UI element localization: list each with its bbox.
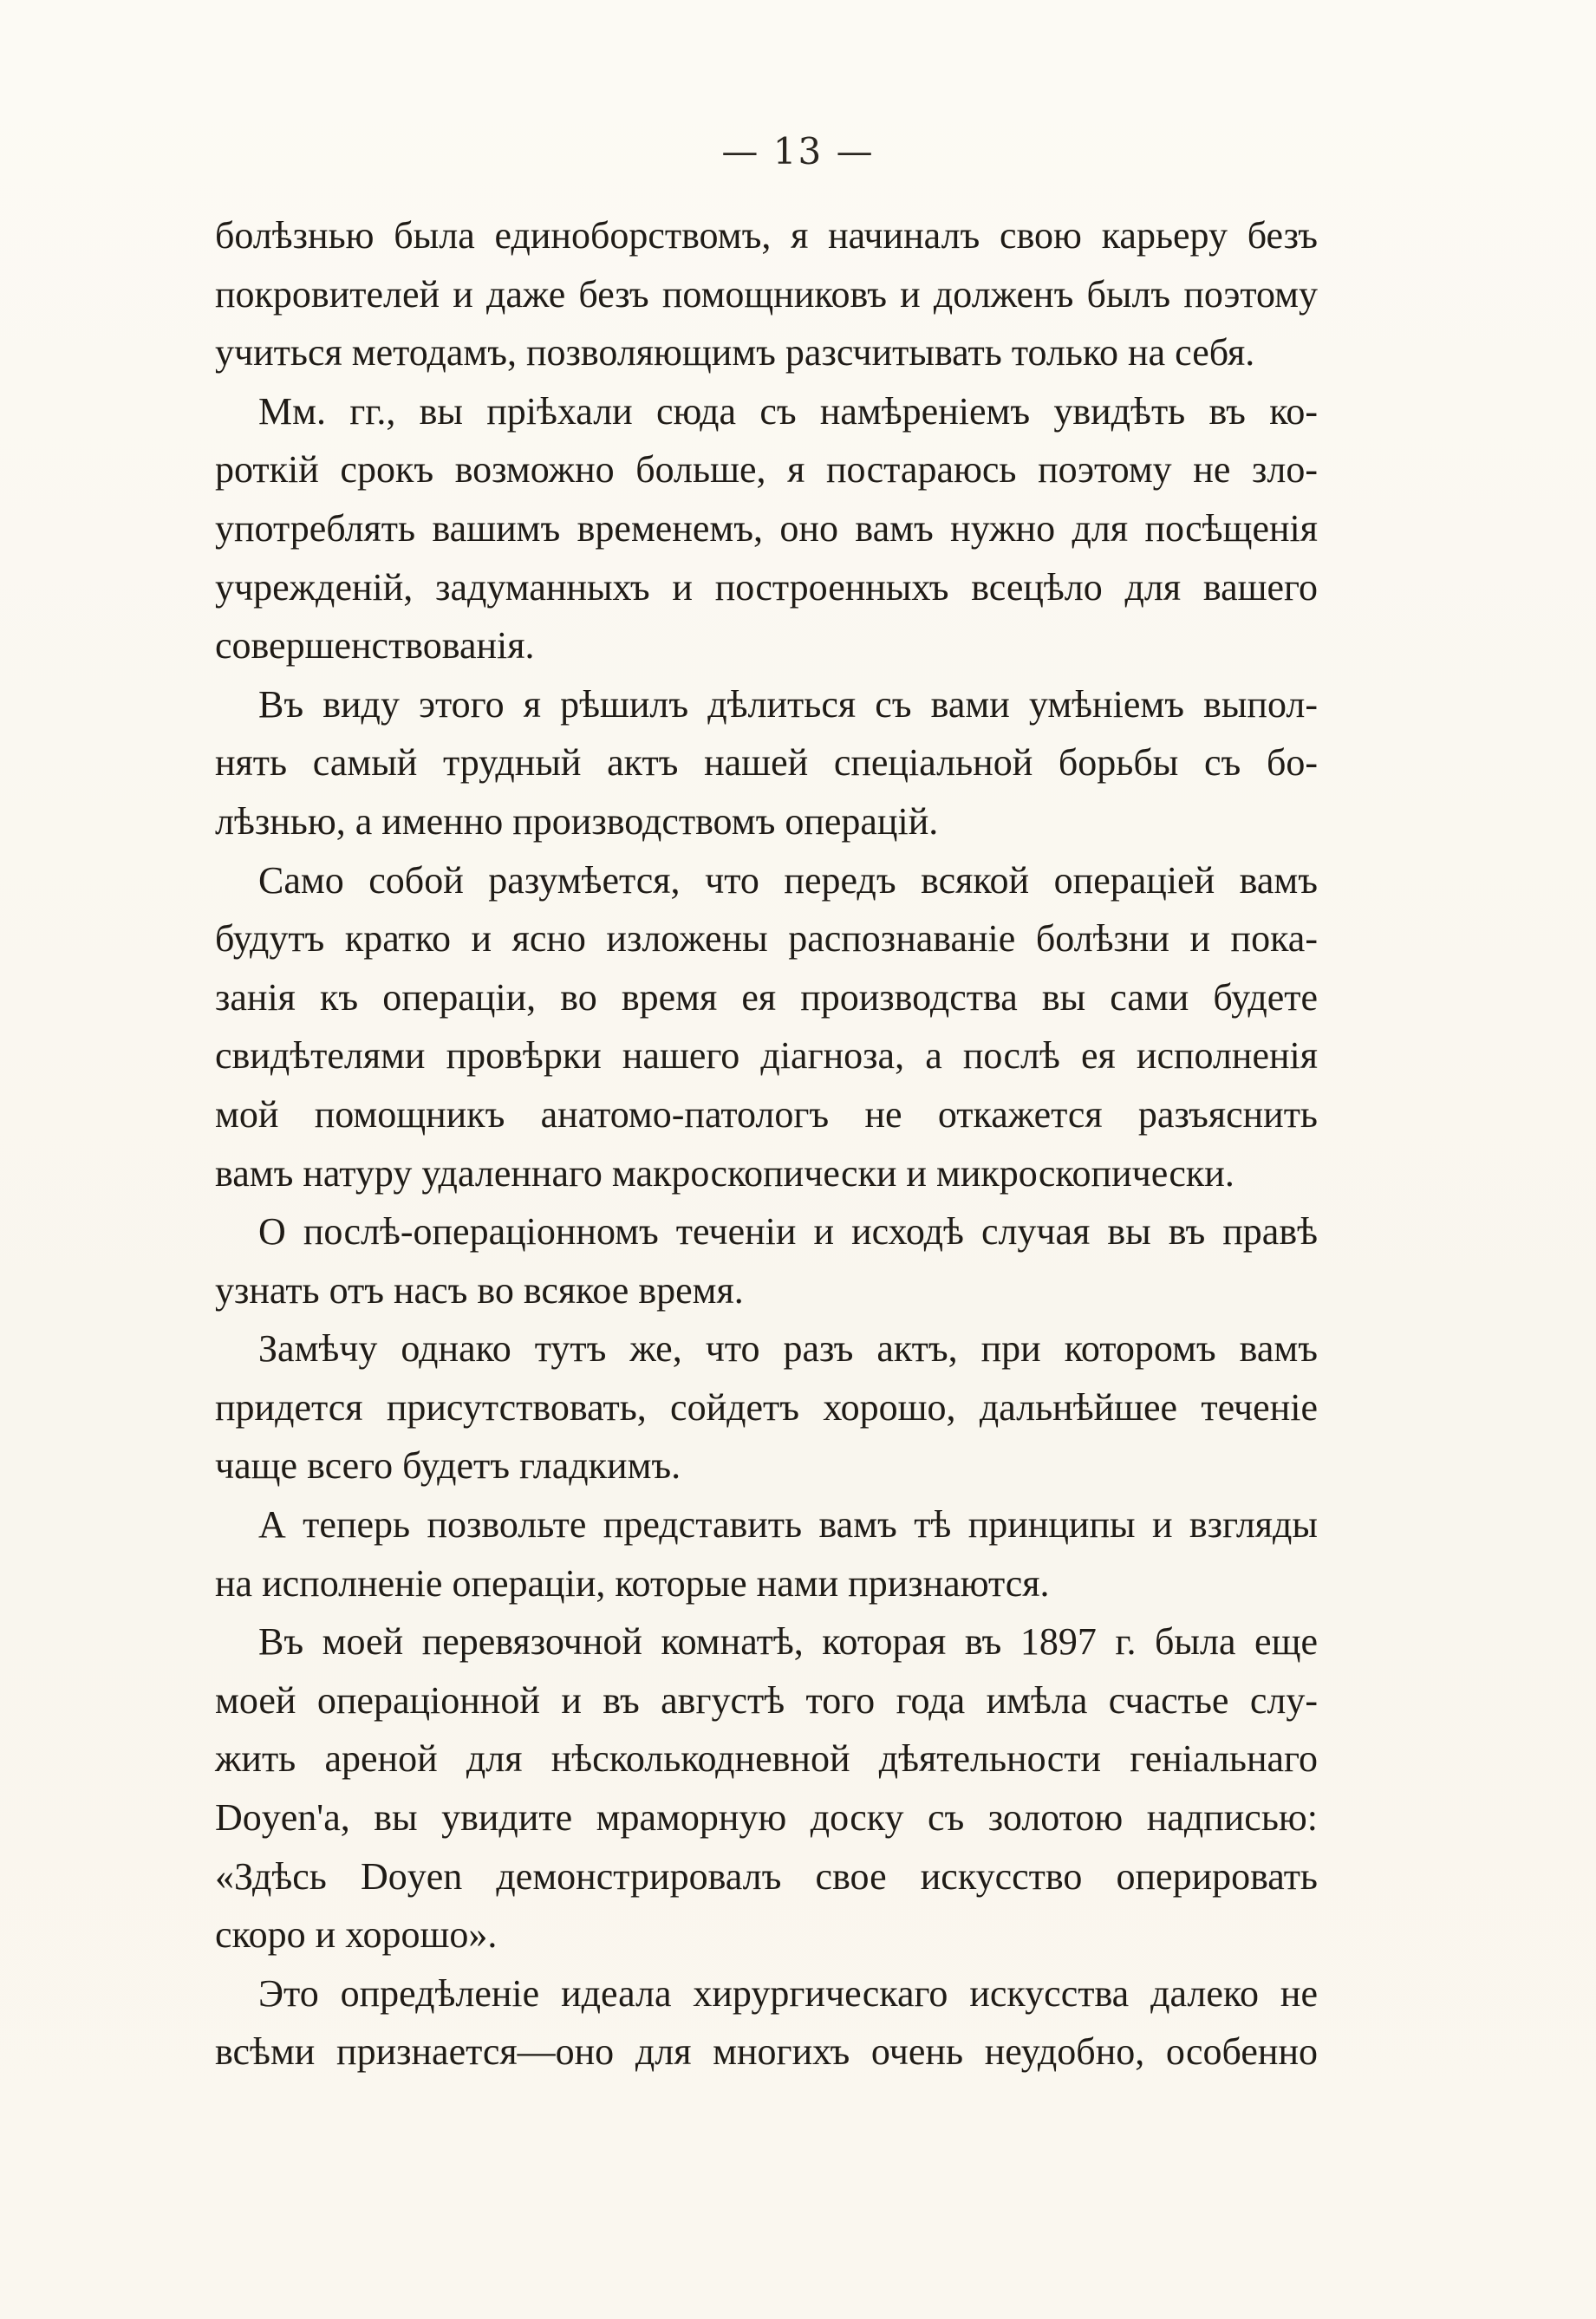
text-line: учрежденій, задуманныхъ и построенныхъ всецѣло для вашего — [215, 565, 1318, 609]
paragraph — [215, 675, 1318, 851]
text-line: Само собой разумѣется, что передъ всякой операціей вамъ — [258, 858, 1318, 902]
paragraph — [215, 1495, 1318, 1612]
text-line: вамъ натуру удаленнаго макроскопически и микроскопически. — [215, 1151, 1234, 1195]
paragraph — [215, 1612, 1318, 1964]
body-text — [215, 206, 1318, 2081]
text-line: Мм. гг., вы пріѣхали сюда съ намѣреніемъ увидѣть въ ко- — [258, 389, 1318, 433]
text-line: лѣзнью, а именно производствомъ операцій. — [215, 799, 939, 843]
text-line: покровителей и даже безъ помощниковъ и долженъ былъ поэтому — [215, 272, 1318, 316]
text-line: на исполненіе операціи, которые нами признаются. — [215, 1561, 1050, 1605]
text-line: А теперь позвольте представить вамъ тѣ принципы и взгляды — [258, 1503, 1318, 1547]
text-line: занія къ операціи, во время ея производства вы сами будете — [215, 975, 1318, 1019]
text-line: совершенствованія. — [215, 624, 535, 668]
paragraph — [215, 1964, 1318, 2081]
paragraph — [215, 1319, 1318, 1495]
paragraph — [215, 1202, 1318, 1319]
paragraph — [215, 382, 1318, 675]
text-line: всѣми признается—оно для многихъ очень неудобно, особенно — [215, 2030, 1318, 2074]
text-line: скоро и хорошо». — [215, 1913, 498, 1957]
text-line: чаще всего будетъ гладкимъ. — [215, 1444, 681, 1488]
text-line: нять самый трудный актъ нашей спеціальной борьбы съ бо- — [215, 741, 1318, 785]
text-line: Замѣчу однако тутъ же, что разъ актъ, при которомъ вамъ — [258, 1327, 1318, 1371]
text-line: «Здѣсь Doyen демонстрировалъ свое искусство оперировать — [215, 1854, 1318, 1898]
text-line: употреблять вашимъ временемъ, оно вамъ нужно для посѣщенія — [215, 506, 1318, 550]
text-line: О послѣ-операціонномъ теченіи и исходѣ случая вы въ правѣ — [258, 1210, 1318, 1254]
text-line: Въ моей перевязочной комнатѣ, которая въ 1897 г. была еще — [258, 1620, 1318, 1664]
text-line: Это опредѣленіе идеала хирургическаго искусства далеко не — [258, 1971, 1318, 2015]
text-line: будутъ кратко и ясно изложены распознаваніе болѣзни и пока- — [215, 917, 1318, 961]
text-line: свидѣтелями провѣрки нашего діагноза, а послѣ ея исполненія — [215, 1034, 1318, 1078]
text-line: учиться методамъ, позволяющимъ разсчитывать только на себя. — [215, 331, 1255, 375]
text-line: моей операціонной и въ августѣ того года имѣла счастье слу- — [215, 1678, 1318, 1722]
text-line: роткій срокъ возможно больше, я постараюсь поэтому не зло- — [215, 448, 1318, 492]
text-line: Въ виду этого я рѣшилъ дѣлиться съ вами умѣніемъ выпол- — [258, 682, 1318, 726]
page-number: — 13 — — [721, 130, 875, 173]
paragraph — [215, 851, 1318, 1203]
text-line: Doyen'а, вы увидите мраморную доску съ золотою надписью: — [215, 1796, 1318, 1840]
text-line: узнать отъ насъ во всякое время. — [215, 1268, 744, 1312]
text-line: придется присутствовать, сойдетъ хорошо, дальнѣйшее теченіе — [215, 1385, 1318, 1429]
paragraph — [215, 206, 1318, 382]
text-line: мой помощникъ анатомо-патологъ не откажется разъяснить — [215, 1092, 1318, 1136]
text-line: болѣзнью была единоборствомъ, я начиналъ свою карьеру безъ — [215, 214, 1318, 257]
text-line: жить ареной для нѣсколькодневной дѣятельности геніальнаго — [215, 1737, 1318, 1781]
